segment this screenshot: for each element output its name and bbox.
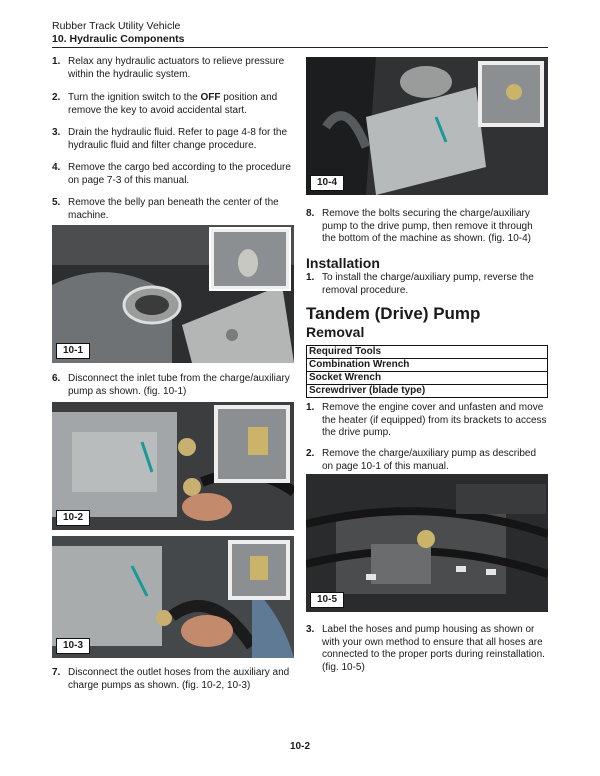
figure-label: 10-1	[56, 343, 90, 359]
step-1: 1. Relax any hydraulic actuators to relieve pressure within the hydraulic system.	[52, 56, 285, 80]
figure-label: 10-3	[56, 638, 90, 654]
tandem-pump-heading: Tandem (Drive) Pump	[306, 304, 481, 323]
tool-item: Combination Wrench	[307, 359, 548, 372]
removal-step-3: 3. Label the hoses and pump housing as shown or with your own method to ensure that all hoses are connected to the proper ports during reinstallation. (fig. 10-5)	[306, 624, 545, 673]
figure-10-2-photo	[52, 402, 294, 530]
figure-10-1-photo	[52, 225, 294, 363]
removal-step-1: 1. Remove the engine cover and unfasten and move the heater (if equipped) from its brackets to access the drive pump.	[306, 402, 547, 438]
tools-header: Required Tools	[307, 346, 548, 359]
step-4: 4. Remove the cargo bed according to the procedure on page 7-3 of this manual.	[52, 162, 291, 186]
step-7: 7. Disconnect the outlet hoses from the auxiliary and charge pumps as shown. (fig. 10-2, 10-3)	[52, 667, 290, 691]
removal-step-2: 2. Remove the charge/auxiliary pump as described on page 10-1 of this manual.	[306, 448, 536, 472]
required-tools-table	[306, 345, 548, 398]
figure-label: 10-5	[310, 592, 344, 608]
tool-item: Socket Wrench	[307, 372, 548, 385]
removal-heading: Removal	[306, 324, 365, 340]
figure-10-5-photo	[306, 474, 548, 612]
step-3: 3. Drain the hydraulic fluid. Refer to page 4-8 for the hydraulic fluid and filter change procedure.	[52, 127, 288, 151]
step-8: 8. Remove the bolts securing the charge/auxiliary pump to the drive pump, then remove it through the bottom of the machine as shown. (fig. 10-4)	[306, 208, 533, 244]
step-6: 6. Disconnect the inlet tube from the charge/auxiliary pump as shown. (fig. 10-1)	[52, 373, 290, 397]
manual-title: Rubber Track Utility Vehicle	[52, 20, 181, 32]
figure-10-3-photo	[52, 536, 294, 658]
running-header	[52, 20, 184, 46]
step-5: 5. Remove the belly pan beneath the center of the machine.	[52, 197, 279, 221]
installation-heading: Installation	[306, 255, 380, 271]
figure-label: 10-2	[56, 510, 90, 526]
page-number: 10-2	[289, 741, 310, 752]
off-keyword: OFF	[200, 92, 221, 103]
figure-label: 10-4	[310, 175, 344, 191]
section-title: 10. Hydraulic Components	[52, 33, 185, 45]
step-2: 2. Turn the ignition switch to the OFF position and remove the key to avoid accidental start.	[52, 92, 278, 116]
tool-item: Screwdriver (blade type)	[307, 385, 548, 398]
installation-step-1: 1. To install the charge/auxiliary pump, reverse the removal procedure.	[306, 272, 534, 296]
figure-10-4-photo	[306, 57, 548, 195]
header-rule	[52, 47, 548, 48]
